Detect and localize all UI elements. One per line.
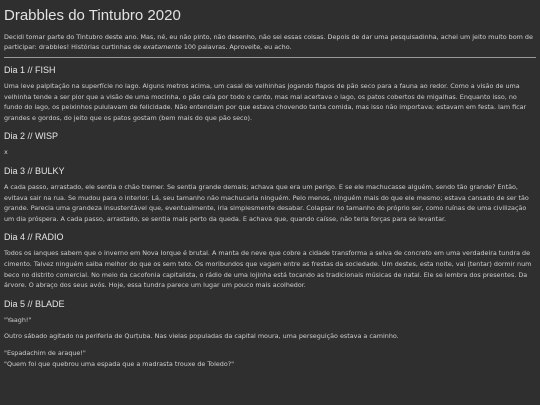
divider (4, 57, 536, 58)
section-heading: Dia 1 // FISH (4, 65, 56, 75)
section-paragraph: A cada passo, arrastado, ele sentia o chão tremer. Se sentia grande demais; achava que era um perigo. E se ele machucasse alguém, sendo tão grande? Então, evitava sair na rua. Se mudou para o interior. Lá, seu tamanho não machucaria ninguém. Pelo menos, ninguém mais do que ele mesmo; estava cansado de ser tão grande. Parecia uma grandeza insustentável que, eventualmente, iria simplesmente desabar. Colapsar no tamanho do próprio ser, como ruínas de uma civilização um dia próspera. A cada passo, arrastado, se sentia mais perto da queda. E achava que, quando caísse, não teria forças para se levantar. (4, 182, 529, 223)
section-heading: Dia 4 // RADIO (4, 232, 64, 243)
section-day-3 (4, 165, 536, 224)
section-heading: Dia 5 // BLADE (4, 298, 65, 309)
section-day-1 (4, 64, 536, 123)
section-heading: Dia 2 // WISP (4, 131, 59, 142)
section-heading: Dia 3 // BULKY (4, 165, 65, 176)
section-day-5 (4, 298, 536, 369)
section-day-2 (4, 130, 536, 158)
section-paragraph: Todos os ianques sabem que o inverno em Nova Iorque é brutal. A manta de neve que cobre a cidade transforma a selva de concreto em uma verdadeira tundra de cimento. Talvez ninguém saiba melhor do que os sem teto. Os moribundos que vagam entre as frestas da sociedade. Um destes, esta noite, vai (tentar) dormir num beco no distrito comercial. No meio da cacofonia capitalista, o rádio de uma lojinha está tocando as tradicionais músicas de natal. Ele se lembra dos presentes. Da árvore. O abraço dos seus avós. Hoje, essa tundra parece um lugar um pouco mais acolhedor. (4, 249, 532, 290)
intro-part-1: Decidi tomar parte do Tintubro deste ano. Mas, né, eu não pinto, não desenho, não sei essas coisas. Depois de dar uma pesquisadinha, achei um jeito muito bom de participar: drabbles! Histórias curtinhas de (4, 33, 533, 51)
section-paragraph: "Yaagh!" (4, 315, 32, 324)
section-paragraph: "Quem foi que quebrou uma espada que a madrasta trouxe de Toledo?" (4, 359, 235, 368)
page-title: Drabbles do Tintubro 2020 (4, 7, 181, 24)
intro-emphasis: exatamente (143, 43, 182, 51)
intro-text (4, 32, 536, 52)
section-paragraph: Uma leve palpitação na superfície no lago. Alguns metros acima, um casal de velhinhas jogando fiapos de pão seco para a fauna ao redor. Como a visão de uma velhinha tende a ser pior que a visão de uma mocinha, o pão caía por todo o canto, mas mal acertava o lago, os patos cobertos de migalhas. Enquanto isso, no fundo do lago, os peixinhos pululavam de felicidade. Não entendiam por que estava chovendo tanta comida, mas isso não importava; estavam em festa. Iam ficar grandes e gordos, do jeito que os patos gostam (bem mais do que pão seco). (4, 82, 527, 122)
intro-part-2: 100 palavras. Aproveite, eu acho. (181, 43, 292, 51)
section-paragraph: "Espadachim de araque!" (4, 348, 86, 357)
section-day-4 (4, 231, 536, 290)
section-paragraph: x (4, 148, 8, 157)
section-paragraph: Outro sábado agitado na periferia de Qurṭuba. Nas vielas populadas da capital moura, uma perseguição estava a caminho. (4, 332, 399, 341)
